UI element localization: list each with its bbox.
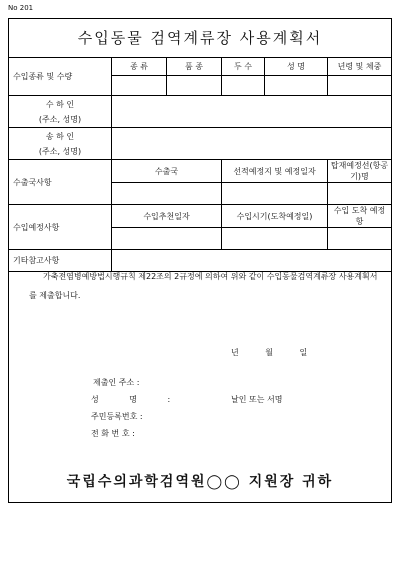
col-arrival-time: 수입시기(도착예정일) bbox=[222, 205, 328, 228]
date-line: 년 월 일 bbox=[231, 348, 308, 357]
sender-label-2: (주소, 성명) bbox=[38, 146, 82, 156]
consignee-label-1: 수 하 인 bbox=[45, 99, 75, 109]
kind-qty-label: 수입종류 및 수량 bbox=[9, 58, 112, 96]
recipient-line: 국립수의과학검역원◯◯ 지원장 귀하 bbox=[66, 474, 334, 490]
carrier-input[interactable] bbox=[328, 183, 392, 205]
export-country-input[interactable] bbox=[112, 183, 222, 205]
consignee-row bbox=[9, 96, 391, 128]
sender-label bbox=[9, 128, 112, 160]
age-weight-input[interactable] bbox=[328, 76, 392, 96]
other-label: 기타참고사항 bbox=[9, 250, 112, 272]
col-sex: 성 명 bbox=[265, 58, 328, 76]
export-label: 수출국사항 bbox=[9, 160, 112, 205]
export-header-row bbox=[9, 160, 391, 183]
import-header-row bbox=[9, 205, 391, 228]
sex-input[interactable] bbox=[265, 76, 328, 96]
submitter-phone-label: 전 화 번 호 : bbox=[91, 429, 135, 438]
col-shipping-place-date: 선적예정지 및 예정일자 bbox=[222, 160, 328, 183]
col-recommend-date: 수입추천일자 bbox=[112, 205, 222, 228]
col-arrival-port: 수입 도착 예정항 bbox=[328, 205, 392, 228]
breed-input[interactable] bbox=[167, 76, 222, 96]
form-title: 수입동물 검역계류장 사용계획서 bbox=[9, 19, 391, 58]
col-breed: 품 종 bbox=[167, 58, 222, 76]
kind-input[interactable] bbox=[112, 76, 167, 96]
recommend-date-input[interactable] bbox=[112, 228, 222, 250]
col-carrier: 탑재예정선(항공기)명 bbox=[328, 160, 392, 183]
shipping-input[interactable] bbox=[222, 183, 328, 205]
sender-label-1: 송 하 인 bbox=[45, 131, 75, 141]
consignee-label bbox=[9, 96, 112, 128]
sender-input[interactable] bbox=[112, 128, 392, 160]
col-age-weight: 년령 및 체중 bbox=[328, 58, 392, 76]
col-kind: 종 류 bbox=[112, 58, 167, 76]
col-head-count: 두 수 bbox=[222, 58, 265, 76]
submitter-id-label: 주민등록번호 : bbox=[91, 412, 143, 421]
form-frame bbox=[8, 18, 392, 503]
form-table bbox=[9, 57, 391, 272]
arrival-port-input[interactable] bbox=[328, 228, 392, 250]
sign-label: 날인 또는 서명 bbox=[231, 395, 283, 404]
col-export-country: 수출국 bbox=[112, 160, 222, 183]
import-plan-label: 수입예정사항 bbox=[9, 205, 112, 250]
consignee-label-2: (주소, 성명) bbox=[38, 114, 82, 124]
consignee-input[interactable] bbox=[112, 96, 392, 128]
kind-qty-header-row bbox=[9, 58, 391, 76]
submitter-address-label: 제출인 주소 : bbox=[93, 378, 140, 387]
form-number: No 201 bbox=[8, 4, 34, 12]
submitter-name-label: 성 명 : bbox=[91, 395, 171, 404]
statement-text: 가축전염병예방법시행규칙 제22조의 2규정에 의하여 위와 같이 수입동물검역계류장 사용계획서를 제출합니다. bbox=[29, 272, 378, 300]
sender-row bbox=[9, 128, 391, 160]
head-count-input[interactable] bbox=[222, 76, 265, 96]
arrival-time-input[interactable] bbox=[222, 228, 328, 250]
